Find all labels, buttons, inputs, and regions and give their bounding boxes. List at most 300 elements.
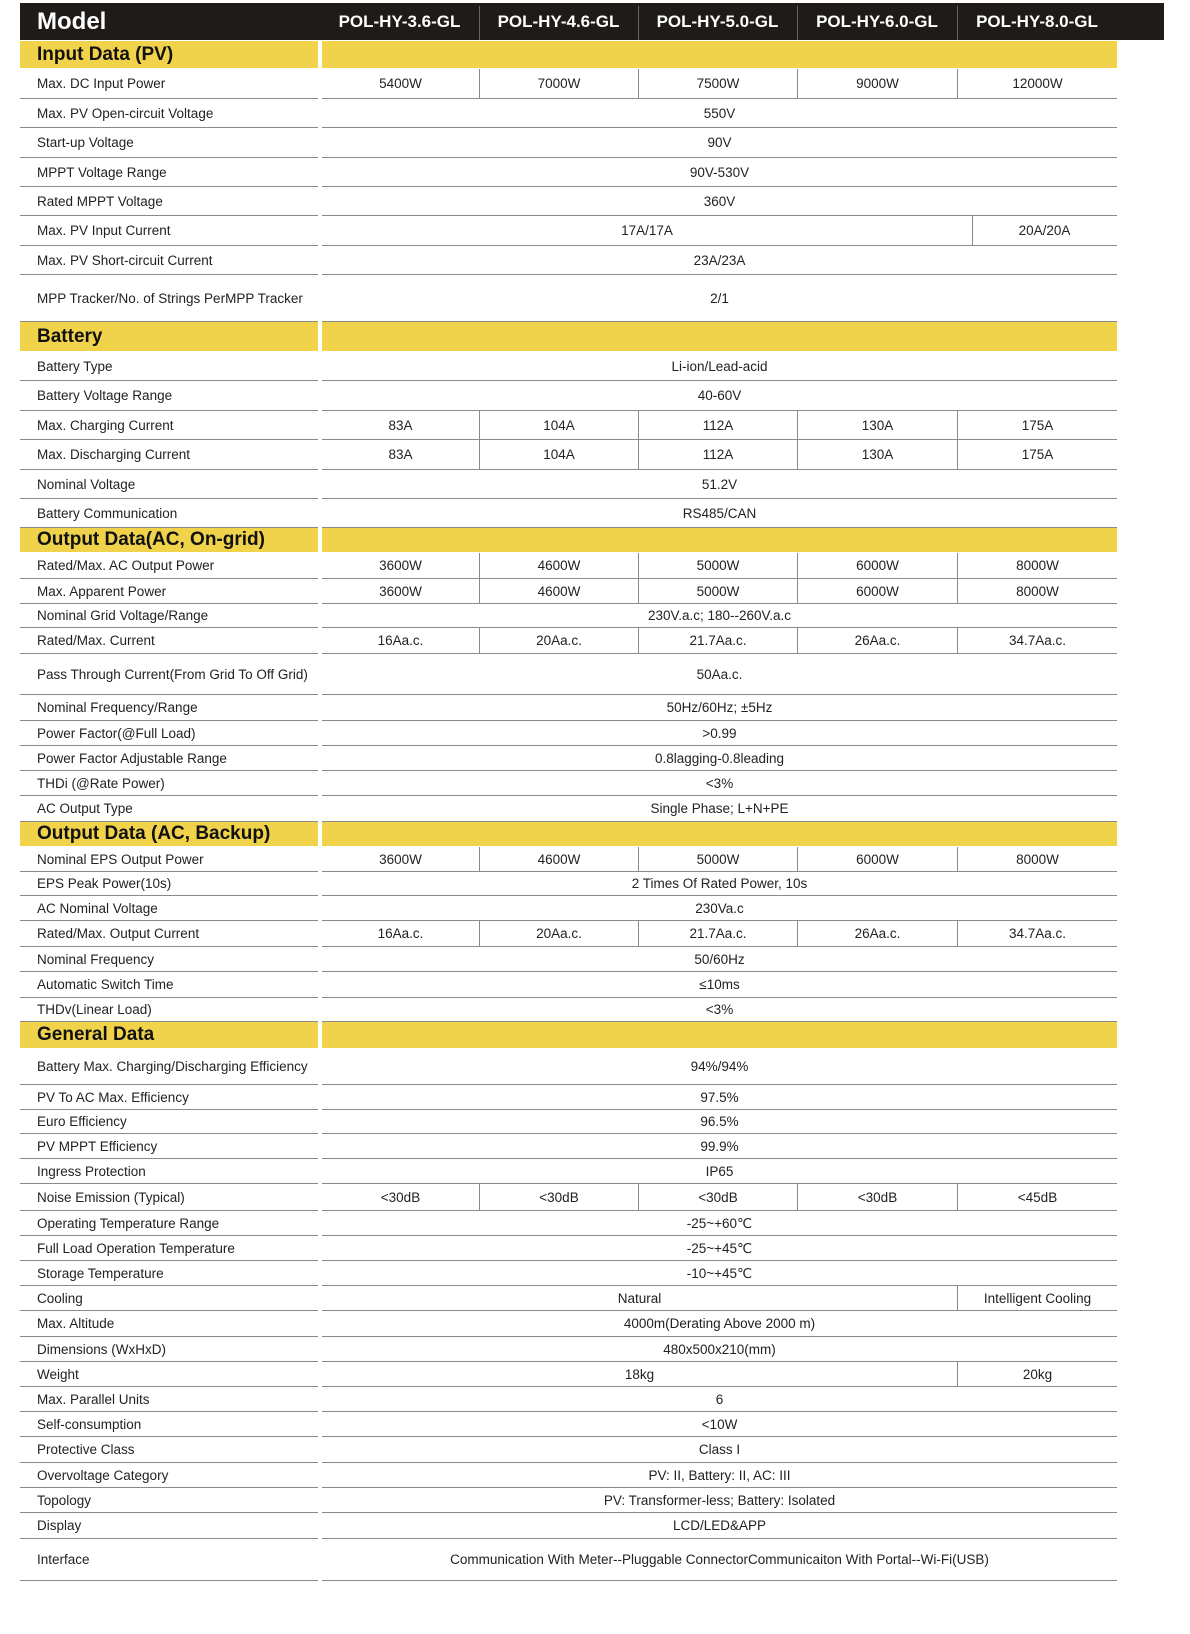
text-line: Battery Type	[37, 358, 113, 374]
spec-value	[322, 604, 1117, 627]
spec-value	[322, 470, 1117, 498]
spec-label	[37, 440, 190, 469]
spec-label	[37, 1049, 308, 1084]
section-title: Output Data(AC, On-grid)	[37, 529, 265, 550]
text-line: 34.7Aa.c.	[1008, 633, 1067, 648]
text-line: 5000W	[696, 583, 740, 599]
text-line: Display	[37, 1518, 82, 1533]
spec-value	[322, 1387, 1117, 1411]
text-line: 0.8lagging-0.8leading	[654, 750, 785, 766]
text-line: Max. Parallel Units	[37, 1391, 150, 1407]
text-line: RS485/CAN	[682, 505, 757, 521]
spec-label	[37, 1463, 168, 1487]
spec-value	[322, 1513, 1117, 1538]
text-line: 7500W	[696, 76, 740, 91]
text-line: Class I	[698, 1442, 741, 1457]
section-band-right	[322, 528, 1117, 552]
text-line: Power Factor(@Full Load)	[37, 725, 196, 741]
spec-value	[639, 921, 797, 946]
text-line: MPP Tracker/No. of Strings Per	[37, 290, 226, 306]
text-line: <30dB	[857, 1189, 898, 1205]
text-line: 94%/94%	[690, 1059, 749, 1074]
text-line: 2 Times Of Rated Power, 10s	[631, 876, 808, 891]
spec-value	[322, 69, 479, 98]
text-line: 40-60V	[697, 388, 742, 403]
text-line: Single Phase; L+N+PE	[650, 801, 789, 816]
text-line: 20Aa.c.	[536, 926, 582, 941]
spec-value	[322, 246, 1117, 274]
spec-label	[37, 1134, 157, 1158]
spec-value	[322, 1362, 957, 1386]
text-line: PV To AC Max. Efficiency	[37, 1089, 189, 1105]
text-line: Rated/Max. AC Output Power	[37, 558, 215, 573]
spec-value	[639, 579, 797, 603]
spec-label	[37, 579, 166, 603]
text-line: Nominal Frequency/Range	[37, 700, 198, 715]
text-line: 26Aa.c.	[854, 633, 901, 648]
text-line: Cooling	[37, 1290, 83, 1306]
text-line: Discharging Efficiency	[175, 1059, 308, 1074]
text-line: 480x500x210(mm)	[663, 1341, 776, 1357]
text-line: Max. Altitude	[37, 1316, 115, 1331]
spec-value	[322, 628, 479, 653]
spec-label	[37, 1184, 185, 1210]
text-line: 175A	[1021, 417, 1054, 433]
text-line: Start-up Voltage	[37, 135, 134, 150]
spec-value	[798, 847, 957, 871]
spec-value	[798, 1184, 957, 1210]
text-line: Max. Discharging Current	[37, 447, 191, 462]
spec-value	[322, 1539, 1117, 1580]
text-line: 99.9%	[700, 1138, 739, 1154]
spec-value	[322, 1488, 1117, 1512]
spec-label	[37, 470, 135, 498]
spec-value	[639, 440, 797, 469]
text-line: EPS Peak Power(10s)	[37, 876, 172, 891]
spec-value	[322, 1337, 1117, 1361]
spec-value	[322, 381, 1117, 410]
text-line: <30dB	[698, 1189, 738, 1205]
spec-value	[322, 654, 1117, 694]
spec-value	[480, 628, 638, 653]
spec-value	[322, 1236, 1117, 1260]
text-line: Max. PV Input Current	[37, 223, 171, 238]
text-line: Max. DC Input Power	[37, 76, 166, 91]
text-line: 104A	[543, 417, 575, 433]
text-line: 3600W	[379, 583, 422, 599]
spec-value	[958, 1286, 1117, 1310]
text-line: Natural	[617, 1290, 662, 1306]
spec-value	[798, 440, 957, 469]
spec-label	[37, 1488, 91, 1512]
spec-value	[322, 746, 1117, 770]
spec-label	[37, 796, 133, 821]
spec-value	[322, 1311, 1117, 1336]
section-band-right	[322, 1022, 1117, 1048]
text-line: Battery Communication	[37, 505, 178, 521]
header-divider	[797, 6, 798, 40]
spec-value	[322, 847, 479, 871]
spec-label	[37, 69, 165, 98]
spec-value	[639, 411, 797, 439]
spec-value	[322, 1159, 1117, 1183]
text-line: MPPT Voltage Range	[37, 164, 167, 180]
text-line: Topology	[37, 1492, 92, 1508]
spec-value	[322, 99, 1117, 127]
text-line: 4600W	[537, 851, 581, 867]
text-line: Max. Charging Current	[37, 417, 174, 433]
spec-value	[322, 216, 972, 245]
text-line: THDi (@Rate Power)	[37, 775, 165, 791]
text-line: Full Load Operation Temperature	[37, 1240, 235, 1256]
spec-label	[37, 381, 172, 410]
text-line: Overvoltage Category	[37, 1467, 169, 1483]
spec-value	[322, 1211, 1117, 1235]
text-line: 21.7Aa.c.	[689, 633, 747, 648]
spec-value	[958, 921, 1117, 946]
text-line: Euro Efficiency	[37, 1114, 127, 1129]
spec-label	[37, 553, 214, 578]
text-line: PV MPPT Efficiency	[37, 1138, 158, 1154]
spec-value	[958, 628, 1117, 653]
text-line: Rated MPPT Voltage	[37, 193, 163, 209]
spec-label	[37, 1412, 141, 1436]
spec-value	[322, 158, 1117, 186]
spec-value	[322, 796, 1117, 821]
text-line: 20kg	[1022, 1366, 1053, 1382]
text-line: 5000W	[696, 558, 740, 573]
spec-value	[798, 69, 957, 98]
text-line: 6000W	[856, 583, 899, 599]
text-line: 130A	[861, 417, 894, 433]
spec-label	[37, 872, 171, 895]
spec-label	[37, 1311, 114, 1336]
text-line: 360V	[703, 193, 736, 209]
spec-label	[37, 695, 198, 720]
model-name-3: POL-HY-5.0-GL	[656, 11, 779, 31]
spec-value	[322, 1184, 479, 1210]
spec-value	[958, 579, 1117, 603]
spec-value	[322, 1286, 957, 1310]
spec-label	[37, 947, 154, 971]
row-rule-value	[322, 1580, 1117, 1581]
text-line: Protective Class	[37, 1442, 135, 1457]
spec-label	[37, 1286, 83, 1310]
text-line: PV: Transformer-less; Battery: Isolated	[603, 1492, 836, 1508]
text-line: 4600W	[537, 583, 581, 599]
text-line: Ingress Protection	[37, 1163, 146, 1179]
text-line: 12000W	[1012, 76, 1063, 91]
text-line: 5400W	[379, 76, 422, 91]
text-line: Automatic Switch Time	[37, 977, 174, 992]
spec-label	[37, 1211, 219, 1235]
text-line: 5000W	[696, 851, 740, 867]
text-line: 130A	[861, 447, 894, 462]
text-line: >0.99	[702, 725, 737, 741]
spec-value	[322, 1412, 1117, 1436]
text-line: 50/60Hz	[694, 951, 745, 967]
section-title: Output Data (AC, Backup)	[37, 823, 271, 844]
header-divider	[957, 6, 958, 40]
spec-value	[322, 553, 479, 578]
spec-value	[322, 187, 1117, 215]
spec-value	[322, 128, 1117, 157]
text-line: PV: II, Battery: II, AC: III	[648, 1467, 791, 1483]
spec-value	[322, 440, 479, 469]
text-line: Storage Temperature	[37, 1265, 164, 1281]
text-line: 4000m(Derating Above 2000 m)	[623, 1316, 816, 1331]
header-divider	[638, 6, 639, 40]
spec-value	[322, 1134, 1117, 1158]
text-line: <3%	[705, 775, 734, 791]
spec-value	[798, 553, 957, 578]
spec-label	[37, 746, 227, 770]
model-name-2: POL-HY-4.6-GL	[497, 11, 620, 31]
section-band-right	[322, 822, 1117, 846]
spec-value	[972, 216, 1117, 245]
spec-label	[37, 128, 134, 157]
text-line: MPP Tracker	[225, 290, 303, 306]
text-line: <30dB	[380, 1189, 421, 1205]
text-line: 16Aa.c.	[377, 926, 424, 941]
spec-value	[322, 1463, 1117, 1487]
text-line: (From Grid To Off Grid)	[169, 666, 308, 682]
spec-value	[480, 847, 638, 871]
spec-value	[480, 1184, 638, 1210]
spec-label	[37, 771, 165, 795]
text-line: Interface	[37, 1552, 90, 1567]
spec-value	[322, 1110, 1117, 1133]
text-line: Nominal Grid Voltage/Range	[37, 608, 209, 623]
text-line: Nominal Voltage	[37, 476, 136, 492]
section-title: Battery	[37, 325, 103, 347]
text-line: AC Nominal Voltage	[37, 900, 158, 916]
spec-label	[37, 604, 208, 627]
text-line: 21.7Aa.c.	[689, 926, 747, 941]
section-band-right	[322, 41, 1117, 68]
spec-label	[37, 1261, 164, 1285]
text-line: Intelligent Cooling	[983, 1290, 1092, 1306]
spec-value	[798, 921, 957, 946]
spec-value	[958, 847, 1117, 871]
text-line: 50Aa.c.	[696, 666, 743, 682]
text-line: Dimensions (WxHxD)	[37, 1341, 167, 1357]
text-line: -10~+45℃	[686, 1265, 753, 1281]
spec-value	[480, 553, 638, 578]
model-name-1: POL-HY-3.6-GL	[338, 11, 461, 31]
spec-label	[37, 1513, 81, 1538]
text-line: Pass Through Current	[37, 666, 170, 682]
spec-value	[480, 921, 638, 946]
spec-value	[798, 411, 957, 439]
text-line: 9000W	[856, 76, 899, 91]
spec-value	[322, 411, 479, 439]
spec-value	[322, 695, 1117, 720]
text-line: LCD/LED&APP	[672, 1518, 767, 1533]
text-line: Rated/Max. Current	[37, 633, 155, 648]
text-line: 90V	[707, 135, 732, 150]
spec-label	[37, 275, 303, 321]
text-line: 3600W	[379, 558, 422, 573]
spec-label	[37, 1110, 127, 1133]
text-line: 4600W	[537, 558, 581, 573]
text-line: 16Aa.c.	[377, 633, 424, 648]
spec-value	[322, 275, 1117, 321]
spec-value	[639, 628, 797, 653]
spec-value	[958, 440, 1117, 469]
spec-label	[37, 1437, 135, 1462]
text-line: 8000W	[1016, 851, 1059, 867]
spec-label	[37, 1159, 146, 1183]
spec-label	[37, 1539, 90, 1580]
spec-value	[322, 579, 479, 603]
text-line: Max. PV Open-circuit Voltage	[37, 105, 214, 121]
spec-label	[37, 99, 213, 127]
text-line: 3600W	[379, 851, 422, 867]
spec-value	[322, 721, 1117, 745]
text-line: -25~+60℃	[686, 1215, 753, 1231]
text-line: Max. Apparent Power	[37, 583, 167, 599]
text-line: 50Hz/60Hz; ±5Hz	[666, 700, 773, 715]
spec-value	[798, 628, 957, 653]
text-line: Battery Voltage Range	[37, 388, 173, 403]
text-line: 17A/17A	[621, 223, 673, 238]
spec-value	[480, 411, 638, 439]
spec-label	[37, 352, 113, 380]
text-line: 97.5%	[700, 1089, 739, 1105]
spec-value	[322, 771, 1117, 795]
text-line: 104A	[543, 447, 575, 462]
spec-value	[322, 352, 1117, 380]
text-line: 20A/20A	[1018, 223, 1071, 238]
spec-value	[322, 499, 1117, 527]
spec-value	[639, 847, 797, 871]
text-line: 83A	[388, 417, 413, 433]
spec-value	[322, 972, 1117, 997]
spec-label	[37, 1337, 166, 1361]
header-divider	[479, 6, 480, 40]
text-line: Operating Temperature Range	[37, 1215, 220, 1231]
spec-value	[322, 1085, 1117, 1109]
text-line: 6000W	[856, 851, 899, 867]
spec-value	[322, 1049, 1117, 1084]
spec-value	[322, 998, 1117, 1021]
text-line: <45dB	[1017, 1189, 1058, 1205]
spec-label	[37, 972, 174, 997]
row-rule-label	[20, 1580, 318, 1581]
text-line: 90V-530V	[689, 164, 750, 180]
model-name-4: POL-HY-6.0-GL	[816, 11, 938, 31]
spec-value	[480, 579, 638, 603]
spec-value	[480, 69, 638, 98]
section-title: General Data	[37, 1024, 155, 1045]
spec-label	[37, 411, 174, 439]
spec-value	[639, 69, 797, 98]
spec-label	[37, 1085, 189, 1109]
text-line: THDv(Linear Load)	[37, 1002, 152, 1017]
text-line: 83A	[388, 447, 413, 462]
text-line: 96.5%	[700, 1114, 739, 1129]
spec-value	[639, 1184, 797, 1210]
text-line: Nominal EPS Output Power	[37, 851, 204, 867]
text-line: Power Factor Adjustable Range	[37, 750, 227, 766]
text-line: 18kg	[624, 1366, 655, 1382]
text-line: Rated/Max. Output Current	[37, 926, 200, 941]
text-line: 6000W	[856, 558, 899, 573]
spec-label	[37, 896, 158, 920]
text-line: 7000W	[537, 76, 581, 91]
text-line: ≤10ms	[699, 977, 740, 992]
text-line: 6	[715, 1391, 724, 1407]
text-line: Communicaiton With Portal--Wi-Fi(USB)	[748, 1552, 989, 1567]
spec-value	[322, 1437, 1117, 1462]
spec-value	[958, 411, 1117, 439]
text-line: Li-ion/Lead-acid	[671, 358, 768, 374]
text-line: 20Aa.c.	[536, 633, 582, 648]
spec-value	[322, 1261, 1117, 1285]
text-line: 175A	[1021, 447, 1054, 462]
spec-value	[480, 440, 638, 469]
spec-label	[37, 499, 177, 527]
text-line: Max. PV Short-circuit Current	[37, 252, 213, 268]
spec-value	[958, 1362, 1117, 1386]
text-line: <3%	[705, 1002, 734, 1017]
model-header-bar	[20, 3, 1164, 40]
text-line: 8000W	[1016, 583, 1059, 599]
text-line: Battery Max. Charging/	[37, 1059, 176, 1074]
spec-label	[37, 847, 204, 871]
text-line: Noise Emission (Typical)	[37, 1189, 185, 1205]
text-line: AC Output Type	[37, 801, 133, 816]
spec-label	[37, 158, 167, 186]
spec-value	[958, 69, 1117, 98]
text-line: Nominal Frequency	[37, 951, 155, 967]
section-band-right	[322, 322, 1117, 351]
spec-value	[798, 579, 957, 603]
spec-label	[37, 1387, 150, 1411]
spec-label	[37, 187, 163, 215]
model-name-5: POL-HY-8.0-GL	[976, 11, 1098, 31]
spec-value	[322, 947, 1117, 971]
text-line: -25~+45℃	[686, 1240, 753, 1256]
text-line: 550V	[703, 105, 736, 121]
text-line: 112A	[702, 447, 734, 462]
spec-label	[37, 921, 199, 946]
spec-label	[37, 654, 308, 694]
spec-label	[37, 246, 213, 274]
text-line: 230V.a.c; 180--260V.a.c	[647, 608, 792, 623]
spec-value	[322, 872, 1117, 895]
spec-value	[958, 553, 1117, 578]
spec-value	[639, 553, 797, 578]
text-line: 2/1	[710, 290, 729, 306]
text-line: 26Aa.c.	[854, 926, 901, 941]
spec-label	[37, 628, 155, 653]
spec-label	[37, 1236, 235, 1260]
text-line: Self-consumption	[37, 1416, 142, 1432]
spec-label	[37, 721, 196, 745]
model-column-title: Model	[37, 7, 107, 35]
text-line: Communication With Meter--Pluggable Connector	[450, 1552, 749, 1567]
text-line: Weight	[37, 1366, 79, 1382]
text-line: 23A/23A	[693, 252, 746, 268]
spec-label	[37, 1362, 79, 1386]
text-line: <10W	[701, 1416, 738, 1432]
section-title: Input Data (PV)	[37, 43, 174, 65]
text-line: 230Va.c	[695, 900, 744, 916]
text-line: 112A	[702, 417, 734, 433]
text-line: 8000W	[1016, 558, 1059, 573]
